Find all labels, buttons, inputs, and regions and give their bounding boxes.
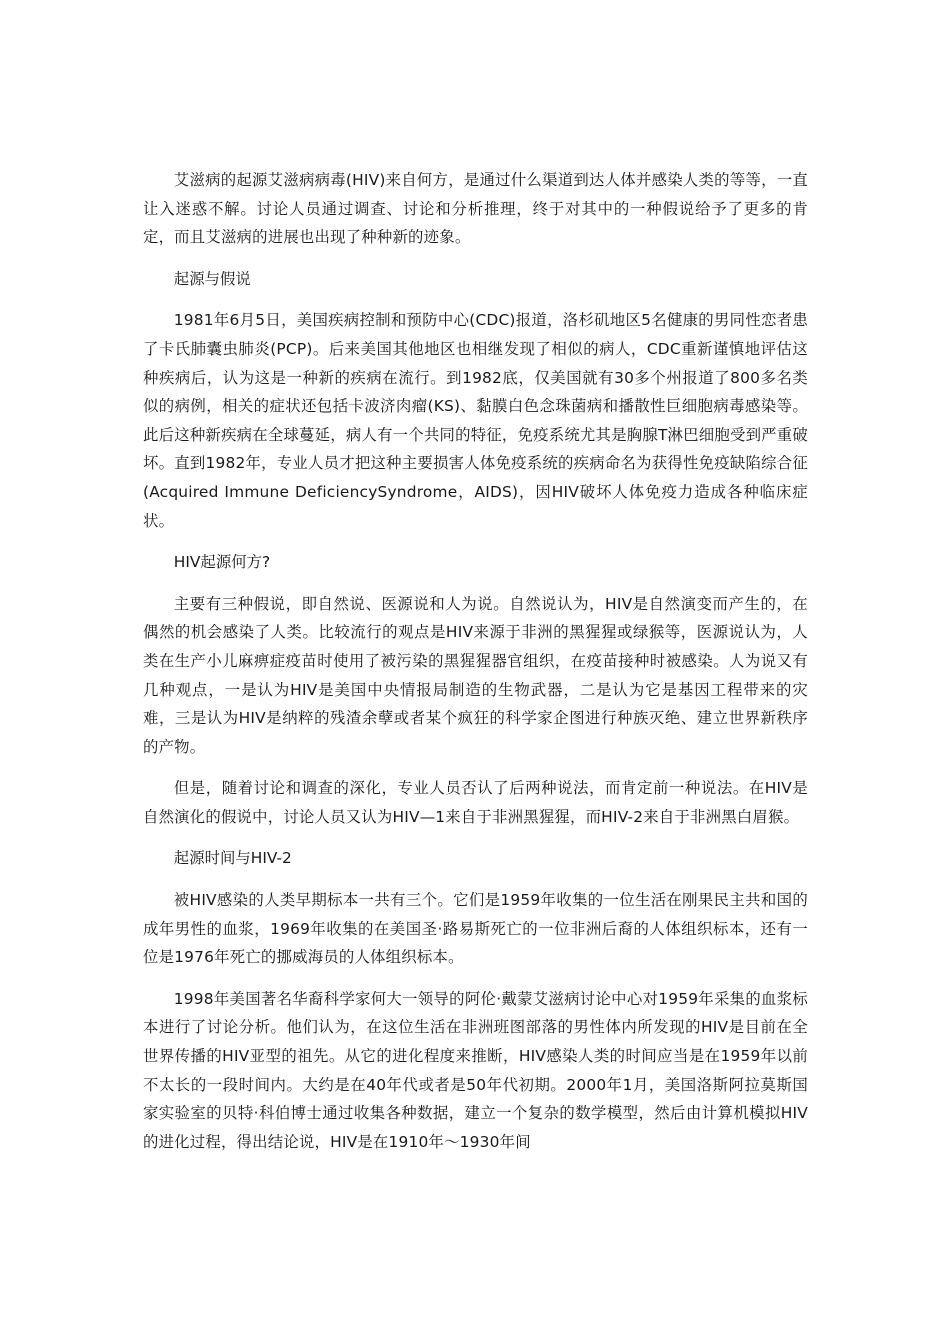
intro-paragraph: 艾滋病的起源艾滋病病毒(HIV)来自何方，是通过什么渠道到达人体并感染人类的等等，一直让入迷惑不解。讨论人员通过调查、讨论和分析推理，终于对其中的一种假说给予了更多的肯定，而且艾滋病的进展也出现了种种新的迹象。 [143,171,808,247]
document-body [143,166,808,1169]
research-paragraph: 1998年美国著名华裔科学家何大一领导的阿伦·戴蒙艾滋病讨论中心对1959年采集的血浆标本进行了讨论分析。他们认为，在这位生活在非洲班图部落的男性体内所发现的HIV是目前在全世界传播的HIV亚型的祖先。从它的进化程度来推断，HIV感染人类的时间应当是在1959年以前不太长的一段时间内。大约是在40年代或者是50年代初期。2000年1月，美国洛斯阿拉莫斯国家实验室的贝特·科伯博士通过收集各种数据，建立一个复杂的数学模型，然后由计算机模拟HIV的进化过程，得出结论说，HIV是在1910年～1930年间 [143,989,808,1151]
history-paragraph: 1981年6月5日，美国疾病控制和预防中心(CDC)报道，洛杉矶地区5名健康的男同性恋者患了卡氏肺囊虫肺炎(PCP)。后来美国其他地区也相继发现了相似的病人，CDC重新谨慎地评估这种疾病后，认为这是一种新的疾病在流行。到1982底，仅美国就有30多个州报道了800多名类似的病例，相关的症状还包括卡波济肉瘤(KS)、黏膜白色念珠菌病和播散性巨细胞病毒感染等。此后这种新疾病在全球蔓延，病人有一个共同的特征，免疫系统尤其是胸腺T淋巴细胞受到严重破坏。直到1982年，专业人员才把这种主要损害人体免疫系统的疾病命名为获得性免疫缺陷综合征(Acquired Immune DeficiencySyndrome，AIDS)，因HIV破坏人体免疫力造成各种临床症状。 [143,311,808,530]
section-heading-hiv-origin: HIV起源何方? [173,553,271,572]
hypotheses-paragraph: 主要有三种假说，即自然说、医源说和人为说。自然说认为，HIV是自然演变而产生的，在偶然的机会感染了人类。比较流行的观点是HIV来源于非洲的黑猩猩或绿猴等，医源说认为，人类在生产小儿麻痹症疫苗时使用了被污染的黑猩猩器官组织，在疫苗接种时被感染。人为说又有几种观点，一是认为HIV是美国中央情报局制造的生物武器，二是认为它是基因工程带来的灾难，三是认为HIV是纳粹的残渣余孽或者某个疯狂的科学家企图进行种族灭绝、建立世界新秩序的产物。 [143,594,808,756]
samples-paragraph: 被HIV感染的人类早期标本一共有三个。它们是1959年收集的一位生活在刚果民主共和国的成年男性的血浆，1969年收集的在美国圣·路易斯死亡的一位非洲后裔的人体组织标本，还有一位是1976年死亡的挪威海员的人体组织标本。 [143,891,808,967]
section-heading-origin-time: 起源时间与HIV-2 [173,849,292,868]
section-heading-origin-hypothesis: 起源与假说 [173,269,251,288]
conclusion-paragraph: 但是，随着讨论和调查的深化，专业人员否认了后两种说法，而肯定前一种说法。在HIV是自然演化的假说中，讨论人员又认为HIV—1来自于非洲黑猩猩，而HIV-2来自于非洲黑白眉猴。 [143,779,808,826]
